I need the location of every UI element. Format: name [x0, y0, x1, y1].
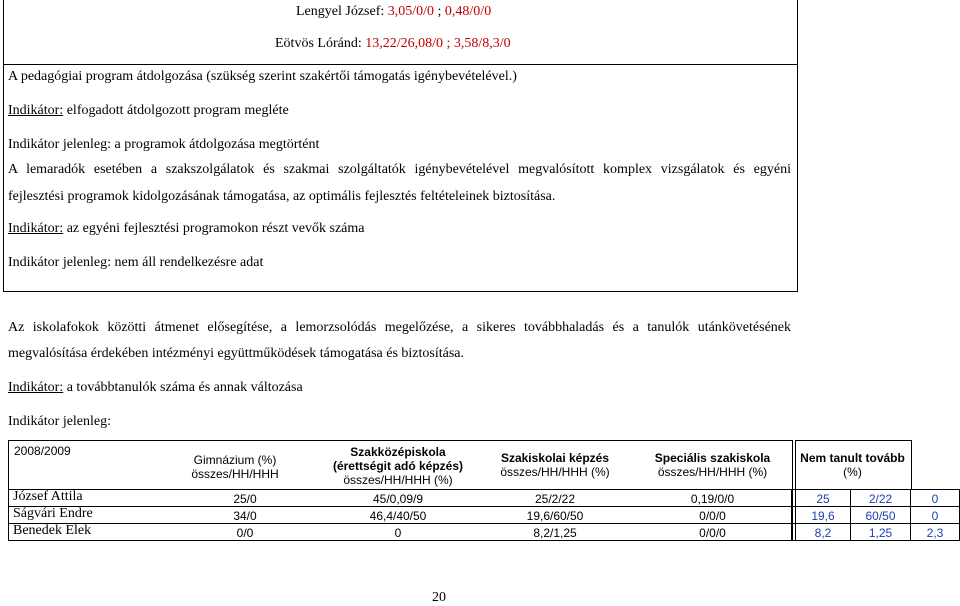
row3-gimnazium: 0/0 — [236, 526, 254, 540]
section1-indicator-label: Indikátor: — [8, 103, 64, 118]
row-name-jozsef-attila: József Attila — [13, 489, 83, 504]
header-szakkozep — [318, 445, 478, 487]
lengyel-score-2: 0,48/0/0 — [444, 4, 492, 19]
section2-status: Indikátor jelenleg: nem áll rendelkezésre adat — [8, 255, 264, 270]
page-number: 20 — [432, 590, 446, 605]
row1-gimnazium: 25/0 — [233, 492, 257, 506]
section1-status: Indikátor jelenleg: a programok átdolgozása megtörtént — [8, 137, 320, 152]
header-gimnazium — [180, 453, 290, 481]
header-nem-tanult — [796, 451, 909, 479]
row3-specialis: 0/0/0 — [699, 526, 726, 540]
section1-indicator — [8, 103, 289, 119]
eotvos-score: 13,22/26,08/0 ; 3,58/8,3/0 — [365, 36, 511, 51]
eotvos-label: Eötvös Lóránd: — [275, 36, 362, 51]
section3-para-line1: Az iskolafokok közötti átmenet elősegítése, a lemorzsolódás megelőzése, a sikeres továbbhaladás és a tanulók utánkövetésének — [8, 320, 791, 335]
section3-indicator-label: Indikátor: — [8, 380, 64, 395]
row1-nem-1: 25 — [816, 492, 830, 506]
frame-divider-top — [3, 64, 798, 65]
score-line-eotvos — [275, 36, 511, 52]
section2-para-line2: fejlesztési programok kidolgozásának támogatása, az optimális fejlesztés feltételeinek biztosítása. — [8, 189, 556, 204]
header-szakiskola-l1: Szakiskolai képzés — [500, 451, 610, 465]
lengyel-score-1: 3,05/0/0 — [387, 4, 435, 19]
table-row2-bottom — [8, 523, 960, 524]
header-szakkozep-l2: (érettségit adó képzés) — [332, 459, 464, 473]
score-line-lengyel — [296, 4, 491, 20]
row3-nem-2: 1,25 — [868, 526, 893, 540]
frame-top — [797, 0, 798, 1]
table-row3-bottom — [8, 540, 960, 541]
header-szakkozep-l1: Szakközépiskola — [350, 445, 446, 459]
header-specialis-l2: összes/HH/HHH (%) — [657, 465, 768, 479]
col-sep-nem-1 — [791, 489, 792, 540]
row1-specialis: 0,19/0/0 — [690, 492, 735, 506]
row3-nem-1: 8,2 — [814, 526, 832, 540]
lengyel-label: Lengyel József: — [296, 4, 385, 19]
section2-indicator — [8, 221, 365, 237]
section1-title: A pedagógiai program átdolgozása (szükség szerint szakértői támogatás igénybevételével.) — [8, 69, 517, 84]
section3-indicator — [8, 380, 303, 396]
row2-nem-1: 19,6 — [811, 509, 835, 523]
section2-indicator-text: az egyéni fejlesztési programokon részt vevők száma — [66, 221, 365, 236]
row3-szakiskola: 8,2/1,25 — [533, 526, 577, 540]
header-gimnazium-l1: Gimnázium (%) — [193, 453, 277, 467]
section1-indicator-text: elfogadott átdolgozott program megléte — [66, 103, 289, 118]
row1-nem-3: 0 — [931, 492, 939, 506]
row2-szakkozep: 46,4/40/50 — [369, 509, 427, 523]
row1-nem-2: 2/22 — [868, 492, 893, 506]
header-specialis — [645, 451, 780, 479]
header-gimnazium-l2: összes/HH/HHH — [191, 467, 279, 481]
section2-para-line1: A lemaradók esetében a szakszolgálatok és szakmai szolgáltatók igénybevételével megvalósított komplex vizsgálatok és egyéni — [8, 162, 791, 177]
row2-gimnazium: 34/0 — [233, 509, 257, 523]
row-name-benedek-elek: Benedek Elek — [13, 523, 92, 538]
row-name-sagvari-endre: Ságvári Endre — [13, 506, 93, 521]
row2-szakiskola: 19,6/60/50 — [526, 509, 584, 523]
section3-para-line2: megvalósítása érdekében intézményi együttműködések támogatása és biztosítása. — [8, 346, 465, 361]
row2-specialis: 0/0/0 — [699, 509, 726, 523]
lengyel-sep: ; — [437, 4, 442, 19]
row2-nem-2: 60/50 — [865, 509, 896, 523]
section3-status: Indikátor jelenleg: — [8, 414, 112, 429]
header-nem-tanult-l1: Nem tanult tovább — [800, 451, 905, 465]
row1-szakkozep: 45/0,09/9 — [372, 492, 424, 506]
row2-nem-3: 0 — [931, 509, 939, 523]
header-specialis-l1: Speciális szakiskola — [654, 451, 771, 465]
frame-right — [797, 0, 798, 292]
section2-indicator-label: Indikátor: — [8, 221, 64, 236]
row3-nem-3: 2,3 — [926, 526, 944, 540]
header-nem-tanult-l2: (%) — [843, 465, 862, 479]
table-row1-bottom — [8, 506, 960, 507]
frame-left — [3, 0, 4, 292]
row3-szakkozep: 0 — [394, 526, 402, 540]
section3-indicator-text: a továbbtanulók száma és annak változása — [66, 380, 303, 395]
header-szakiskola-l2: összes/HH/HHH (%) — [500, 465, 610, 479]
row1-szakiskola: 25/2/22 — [534, 492, 576, 506]
header-szakiskola — [490, 451, 620, 479]
frame-divider-bottom — [3, 291, 798, 292]
header-szakkozep-l3: összes/HH/HHH (%) — [343, 473, 453, 487]
table-year: 2008/2009 — [14, 444, 71, 458]
